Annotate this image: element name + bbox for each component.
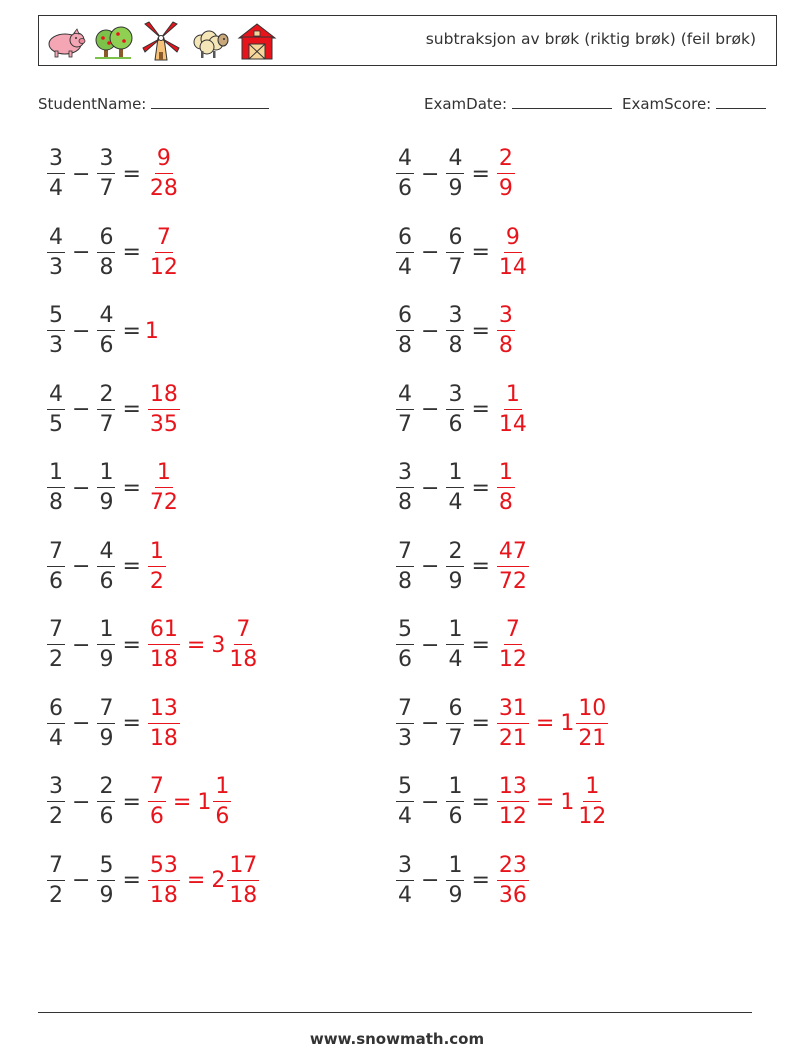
denominator: 6 [99, 333, 114, 358]
mixed-whole: 3 [211, 632, 226, 658]
denominator: 9 [99, 490, 114, 515]
minuend-fraction [396, 305, 414, 357]
problem-item [44, 144, 183, 204]
sheep-icon [187, 20, 231, 62]
answer-fraction [148, 776, 166, 828]
denominator: 18 [229, 882, 258, 908]
answer-fraction [148, 852, 180, 908]
subtrahend-fraction [446, 381, 464, 437]
numerator: 4 [97, 305, 115, 331]
numerator: 1 [97, 462, 115, 488]
problem-item [44, 223, 183, 283]
denominator: 5 [49, 411, 63, 437]
equals-sign: = [122, 554, 141, 579]
equals-sign: = [172, 789, 192, 815]
numerator: 2 [497, 148, 515, 174]
minuend-fraction [396, 695, 414, 751]
minuend-fraction [396, 148, 414, 200]
denominator: 7 [99, 176, 114, 201]
mixed-whole: 1 [560, 789, 575, 815]
denominator: 6 [99, 804, 114, 829]
problem-item [44, 380, 183, 440]
problem-item [44, 851, 262, 911]
numerator: 1 [446, 855, 464, 881]
denominator: 4 [448, 490, 463, 515]
minus-sign: − [421, 240, 440, 265]
denominator: 8 [448, 333, 463, 358]
student-name-label: StudentName: [38, 95, 147, 113]
mixed-whole: 1 [197, 789, 212, 815]
denominator: 9 [448, 882, 463, 908]
denominator: 6 [215, 804, 230, 829]
problem-item [44, 694, 183, 754]
subtrahend-fraction [446, 619, 464, 671]
denominator: 18 [149, 725, 178, 751]
denominator: 3 [398, 725, 412, 751]
numerator: 7 [396, 541, 414, 567]
numerator: 4 [47, 384, 65, 410]
numerator: 5 [396, 776, 414, 802]
numerator: 7 [155, 227, 173, 253]
numerator: 2 [97, 776, 115, 802]
problem-item [44, 537, 169, 597]
numerator: 4 [396, 384, 414, 410]
denominator: 9 [99, 647, 114, 672]
answer-fraction [148, 619, 180, 671]
minus-sign: − [421, 397, 440, 422]
denominator: 12 [578, 804, 607, 829]
denominator: 4 [398, 804, 412, 829]
exam-score-blank[interactable] [716, 94, 766, 109]
minuend-fraction [47, 224, 65, 280]
minus-sign: − [421, 868, 440, 893]
equals-sign: = [471, 475, 490, 501]
denominator: 6 [99, 568, 114, 594]
answer-fraction [497, 852, 529, 908]
numerator: 4 [47, 227, 65, 253]
minus-sign: − [72, 554, 91, 579]
minus-sign: − [72, 711, 91, 736]
numerator: 5 [97, 855, 115, 881]
denominator: 6 [398, 176, 412, 201]
minuend-fraction [396, 852, 414, 908]
minus-sign: − [421, 789, 440, 815]
answer-fraction [148, 224, 180, 280]
numerator: 13 [148, 698, 180, 724]
exam-date-blank[interactable] [512, 94, 612, 109]
minuend-fraction [396, 619, 414, 671]
denominator: 3 [49, 333, 63, 358]
problem-item [393, 615, 532, 675]
minus-sign: − [72, 318, 91, 344]
numerator: 1 [148, 541, 166, 567]
answer-fraction [148, 381, 180, 437]
mixed-fraction [576, 695, 608, 751]
denominator: 35 [149, 411, 178, 437]
tree-icon [91, 20, 135, 62]
equals-sign: = [122, 789, 141, 815]
equals-sign: = [122, 632, 141, 658]
numerator: 5 [47, 305, 65, 331]
equals-sign: = [122, 475, 141, 501]
numerator: 1 [446, 462, 464, 488]
minuend-fraction [396, 224, 414, 280]
subtrahend-fraction [97, 381, 115, 437]
numerator: 7 [97, 698, 115, 724]
numerator: 7 [504, 619, 522, 645]
minus-sign: − [421, 554, 440, 579]
numerator: 6 [47, 698, 65, 724]
equals-sign: = [122, 161, 141, 187]
answer-fraction [497, 381, 529, 437]
denominator: 8 [498, 490, 513, 515]
denominator: 6 [448, 411, 463, 437]
numerator: 31 [497, 698, 529, 724]
denominator: 36 [498, 882, 527, 908]
denominator: 7 [448, 725, 463, 751]
numerator: 4 [396, 148, 414, 174]
problem-item [393, 537, 532, 597]
minus-sign: − [72, 868, 91, 893]
problem-item [44, 458, 183, 518]
footer-site: www.snowmath.com [309, 1030, 485, 1048]
numerator: 7 [47, 619, 65, 645]
minus-sign: − [421, 632, 440, 658]
denominator: 8 [398, 333, 412, 358]
minuend-fraction [47, 852, 65, 908]
numerator: 5 [396, 619, 414, 645]
subtrahend-fraction [97, 776, 115, 828]
minuend-fraction [396, 776, 414, 828]
answer-fraction [497, 305, 515, 357]
equals-sign: = [122, 318, 141, 344]
subtrahend-fraction [446, 224, 464, 280]
minus-sign: − [72, 475, 91, 501]
denominator: 6 [448, 804, 463, 829]
minuend-fraction [47, 381, 65, 437]
denominator: 7 [398, 411, 412, 437]
footer-divider [38, 1012, 752, 1013]
denominator: 9 [99, 725, 114, 751]
numerator: 3 [446, 305, 464, 331]
numerator: 7 [148, 776, 166, 802]
minuend-fraction [47, 538, 65, 594]
denominator: 6 [49, 568, 63, 594]
denominator: 14 [498, 254, 527, 280]
student-name-blank[interactable] [151, 94, 269, 109]
numerator: 9 [504, 227, 522, 253]
numerator: 23 [497, 855, 529, 881]
answer-fraction [148, 695, 180, 751]
denominator: 21 [578, 725, 607, 751]
barn-icon [235, 20, 279, 62]
numerator: 4 [97, 541, 115, 567]
numerator: 6 [446, 227, 464, 253]
mixed-fraction [227, 852, 259, 908]
problem-item [393, 694, 611, 754]
numerator: 3 [97, 148, 115, 174]
answer-fraction [148, 462, 180, 514]
minuend-fraction [47, 695, 65, 751]
numerator: 47 [497, 541, 529, 567]
denominator: 8 [498, 333, 513, 358]
denominator: 21 [498, 725, 527, 751]
numerator: 6 [446, 698, 464, 724]
problem-item [393, 772, 611, 832]
numerator: 3 [396, 462, 414, 488]
numerator: 3 [497, 305, 515, 331]
denominator: 7 [448, 254, 463, 280]
numerator: 1 [97, 619, 115, 645]
equals-sign: = [122, 868, 141, 893]
denominator: 8 [49, 490, 63, 515]
denominator: 18 [149, 882, 178, 908]
numerator: 1 [583, 776, 601, 802]
numerator: 18 [148, 384, 180, 410]
minus-sign: − [72, 789, 91, 815]
problem-item [393, 223, 532, 283]
equals-sign: = [471, 554, 490, 579]
problem-item [44, 772, 234, 832]
denominator: 2 [49, 882, 63, 908]
problem-item [393, 851, 532, 911]
numerator: 6 [396, 227, 414, 253]
answer-fraction [497, 695, 529, 751]
denominator: 14 [498, 411, 527, 437]
denominator: 2 [149, 568, 164, 594]
problem-item [393, 144, 518, 204]
denominator: 2 [49, 647, 63, 672]
exam-date-label: ExamDate: [424, 95, 508, 113]
minuend-fraction [396, 462, 414, 514]
problem-item [393, 380, 532, 440]
pig-icon [43, 20, 87, 62]
numerator: 6 [396, 305, 414, 331]
numerator: 4 [446, 148, 464, 174]
denominator: 4 [49, 725, 63, 751]
minuend-fraction [47, 305, 65, 357]
worksheet-header [38, 15, 777, 66]
denominator: 6 [398, 647, 412, 672]
subtrahend-fraction [97, 305, 115, 357]
mixed-fraction [213, 776, 231, 828]
numerator: 2 [97, 384, 115, 410]
numerator: 1 [155, 462, 173, 488]
equals-sign: = [186, 632, 206, 658]
denominator: 9 [448, 176, 463, 201]
subtrahend-fraction [97, 695, 115, 751]
subtrahend-fraction [97, 852, 115, 908]
denominator: 4 [398, 882, 412, 908]
problem-item [44, 301, 159, 361]
subtrahend-fraction [97, 224, 115, 280]
answer-fraction [148, 148, 180, 200]
numerator: 2 [446, 541, 464, 567]
subtrahend-fraction [446, 462, 464, 514]
denominator: 2 [49, 804, 63, 829]
numerator: 3 [47, 776, 65, 802]
answer-fraction [497, 462, 515, 514]
equals-sign: = [471, 711, 490, 736]
denominator: 8 [99, 254, 114, 280]
numerator: 3 [47, 148, 65, 174]
subtrahend-fraction [446, 852, 464, 908]
numerator: 17 [227, 855, 259, 881]
minus-sign: − [72, 632, 91, 658]
numerator: 1 [446, 619, 464, 645]
subtrahend-fraction [446, 695, 464, 751]
answer-fraction [497, 619, 529, 671]
answer-whole: 1 [144, 318, 159, 344]
denominator: 6 [149, 804, 164, 829]
minus-sign: − [72, 397, 91, 422]
numerator: 3 [446, 384, 464, 410]
answer-fraction [497, 776, 529, 828]
minus-sign: − [421, 711, 440, 736]
problem-item [44, 615, 262, 675]
minuend-fraction [47, 148, 65, 200]
denominator: 7 [99, 411, 114, 437]
mixed-fraction [576, 776, 608, 828]
minus-sign: − [421, 318, 440, 344]
denominator: 12 [498, 647, 527, 672]
equals-sign: = [471, 868, 490, 893]
denominator: 18 [149, 647, 178, 672]
equals-sign: = [186, 868, 206, 893]
exam-date-field [424, 94, 612, 113]
worksheet-title: subtraksjon av brøk (riktig brøk) (feil brøk) [425, 30, 756, 48]
numerator: 13 [497, 776, 529, 802]
equals-sign: = [471, 161, 490, 187]
denominator: 8 [398, 490, 412, 515]
denominator: 9 [498, 176, 513, 201]
equals-sign: = [471, 318, 490, 344]
numerator: 1 [47, 462, 65, 488]
numerator: 7 [396, 698, 414, 724]
equals-sign: = [471, 632, 490, 658]
answer-fraction [497, 538, 529, 594]
subtrahend-fraction [446, 148, 464, 200]
numerator: 1 [497, 462, 515, 488]
numerator: 61 [148, 619, 180, 645]
equals-sign: = [535, 711, 555, 736]
denominator: 4 [448, 647, 463, 672]
subtrahend-fraction [446, 776, 464, 828]
equals-sign: = [122, 711, 141, 736]
answer-fraction [497, 148, 515, 200]
subtrahend-fraction [97, 619, 115, 671]
minuend-fraction [47, 776, 65, 828]
problem-item [393, 458, 518, 518]
denominator: 8 [398, 568, 412, 594]
exam-score-label: ExamScore: [622, 95, 712, 113]
minuend-fraction [47, 619, 65, 671]
subtrahend-fraction [446, 305, 464, 357]
minuend-fraction [396, 538, 414, 594]
exam-score-field [622, 94, 766, 113]
denominator: 9 [448, 568, 463, 594]
mixed-whole: 2 [211, 868, 226, 893]
denominator: 12 [149, 254, 178, 280]
answer-fraction [497, 224, 529, 280]
minus-sign: − [72, 161, 91, 187]
subtrahend-fraction [97, 462, 115, 514]
numerator: 1 [446, 776, 464, 802]
equals-sign: = [471, 240, 490, 265]
problem-item [393, 301, 518, 361]
numerator: 6 [97, 227, 115, 253]
equals-sign: = [471, 789, 490, 815]
header-icons [43, 20, 279, 62]
numerator: 53 [148, 855, 180, 881]
denominator: 72 [149, 490, 178, 515]
subtrahend-fraction [446, 538, 464, 594]
subtrahend-fraction [97, 538, 115, 594]
student-name-field [38, 94, 269, 113]
numerator: 1 [504, 384, 522, 410]
numerator: 10 [576, 698, 608, 724]
denominator: 3 [49, 254, 63, 280]
denominator: 12 [498, 804, 527, 829]
minus-sign: − [421, 475, 440, 501]
denominator: 72 [498, 568, 527, 594]
numerator: 7 [47, 541, 65, 567]
numerator: 3 [396, 855, 414, 881]
equals-sign: = [471, 397, 490, 422]
mixed-fraction [227, 619, 259, 671]
denominator: 18 [229, 647, 258, 672]
subtrahend-fraction [97, 148, 115, 200]
denominator: 9 [99, 882, 114, 908]
answer-fraction [148, 538, 166, 594]
numerator: 7 [47, 855, 65, 881]
windmill-icon [139, 20, 183, 62]
numerator: 1 [213, 776, 231, 802]
denominator: 4 [49, 176, 63, 201]
minus-sign: − [72, 240, 91, 265]
numerator: 9 [155, 148, 173, 174]
equals-sign: = [122, 397, 141, 422]
equals-sign: = [535, 789, 555, 815]
minuend-fraction [396, 381, 414, 437]
equals-sign: = [122, 240, 141, 265]
numerator: 7 [234, 619, 252, 645]
mixed-whole: 1 [560, 711, 575, 736]
minus-sign: − [421, 161, 440, 187]
minuend-fraction [47, 462, 65, 514]
denominator: 28 [149, 176, 178, 201]
denominator: 4 [398, 254, 412, 280]
